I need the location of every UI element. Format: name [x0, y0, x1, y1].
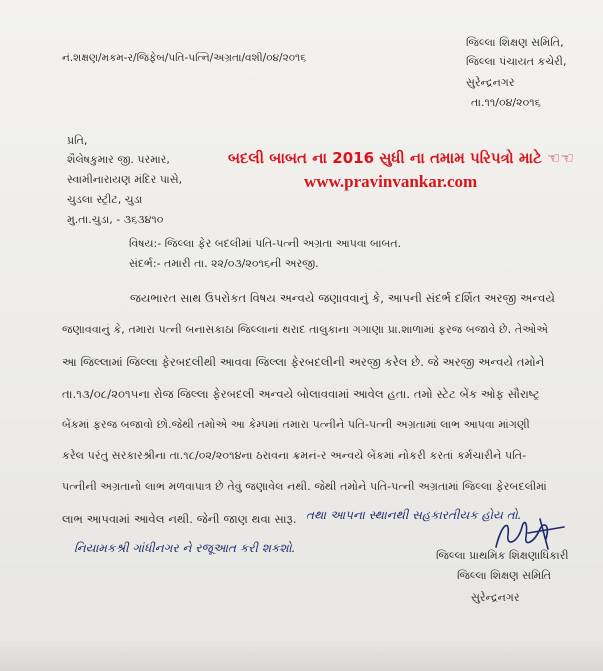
recipient-prefix: પ્રતિ, [67, 134, 88, 147]
body-line: આ જિલ્લામાં જિલ્લા ફેરબદલીથી આવવા જિલ્લા ફેરબદલીની અરજી કરેલ છે. જે અરજી અન્વયે તમોને [62, 355, 545, 369]
reference-number: નં.શક્ષણ/મકમ-ર/જિફેબ/પતિ-પત્નિ/અગ્રતા/વશી/૦૪/૨૦૧૬ [62, 52, 307, 64]
watermark-url: www.pravinvankar.com [304, 172, 478, 191]
body-line: જણાવવાનું કે, તમારા પત્ની બનાસકાઠા જિલ્લાનાં થરાદ તાલુકાના ગગાણા પ્રા.શાળામાં ફરજ બજાવે છે. તેઓએ [62, 323, 549, 336]
office-name: જિલ્લા શિક્ષણ સમિતિ, [466, 36, 564, 49]
recipient-address-2: ચુડલા સ્ટ્રીટ, ચુડા [67, 193, 143, 206]
signatory-title: જિલ્લા પ્રાથમિક શિક્ષણાધિકારી [436, 549, 569, 562]
body-line: લાભ આપવામાં આવેલ નથી. જેની જાણ થવા સારૂ. [62, 512, 297, 526]
signatory-office: જિલ્લા શિક્ષણ સમિતિ [457, 569, 552, 582]
signatory-city: સુરેન્દ્રનગર [471, 591, 520, 604]
office-address: જિલ્લા પંચાયત કચેરી, [466, 55, 567, 68]
body-line: પત્નીની અગ્રતાનો લાભ મળવાપાત્ર છે તેવું જણાવેલ નથી. જેથી તમોને પતિ-પત્ની અગ્રતામાં જિલ્લા ફેરબદલીમાં [62, 480, 547, 493]
handwritten-note-1: તથા આપના સ્થાનથી સહકારતીયક હોય તો. [306, 508, 522, 522]
watermark-title: બદલી બાબત ના 2016 સુધી ના તમામ પરિપત્રો માટે ☜☜ [228, 149, 574, 167]
recipient-name: શૈલેષકુમાર જી. પરમાર, [67, 153, 170, 166]
page-shadow [0, 640, 603, 671]
handwritten-note-2: નિયામકશ્રી ગાંધીનગર ને રજૂઆત કરી શકશો. [74, 541, 296, 555]
subject-line: વિષય:- જિલ્લા ફેર બદલીમાં પતિ-પત્ની અગ્રતા આપવા બાબત. [129, 237, 402, 250]
body-line: કરેલ પરંતુ સરકારશ્રીના તા.૧૮/૦૨/૨૦૧૪ના ઠરાવના ક્રમનં-ર અન્વયે બેંકમાં નોકરી કરતાં કર્મચારીને પતિ- [62, 449, 527, 462]
recipient-address-3: મુ.તા.ચુડા, - ૩૬૩૪૧૦ [67, 213, 164, 226]
body-line: જયભારત સાથ ઉપરોકત વિષય અન્વયે જણાવવાનું કે, આપની સંદર્ભ દર્શિત અરજી અન્વયે [130, 291, 555, 305]
reference-line: સંદર્ભ:- તમારી તા. ૨૨/૦૩/૨૦૧૬ની અરજી. [129, 257, 319, 270]
body-line: તા.૧૩/૦૮/૨૦૧૫ના રોજ જિલ્લા ફેરબદલી અન્વયે બોલાવવામાં આવેલ હતા. તમો સ્ટેટ બેંક ઓફ સૌરાષ્ટ્ર [62, 387, 540, 401]
body-line: બેંકમાં ફરજ બજાવો છો.જેથી તમોએ આ કેમ્પમાં તમારા પત્નીને પતિ-પત્ની અગ્રતામાં લાભ આપવા માંગણી [62, 418, 530, 431]
office-city: સુરેન્દ્રનગર [466, 76, 515, 89]
recipient-address-1: સ્વામીનારાયણ મંદિર પાસે, [67, 173, 183, 186]
letter-date: તા.૧૧/૦૪/૨૦૧૬ [471, 96, 541, 109]
